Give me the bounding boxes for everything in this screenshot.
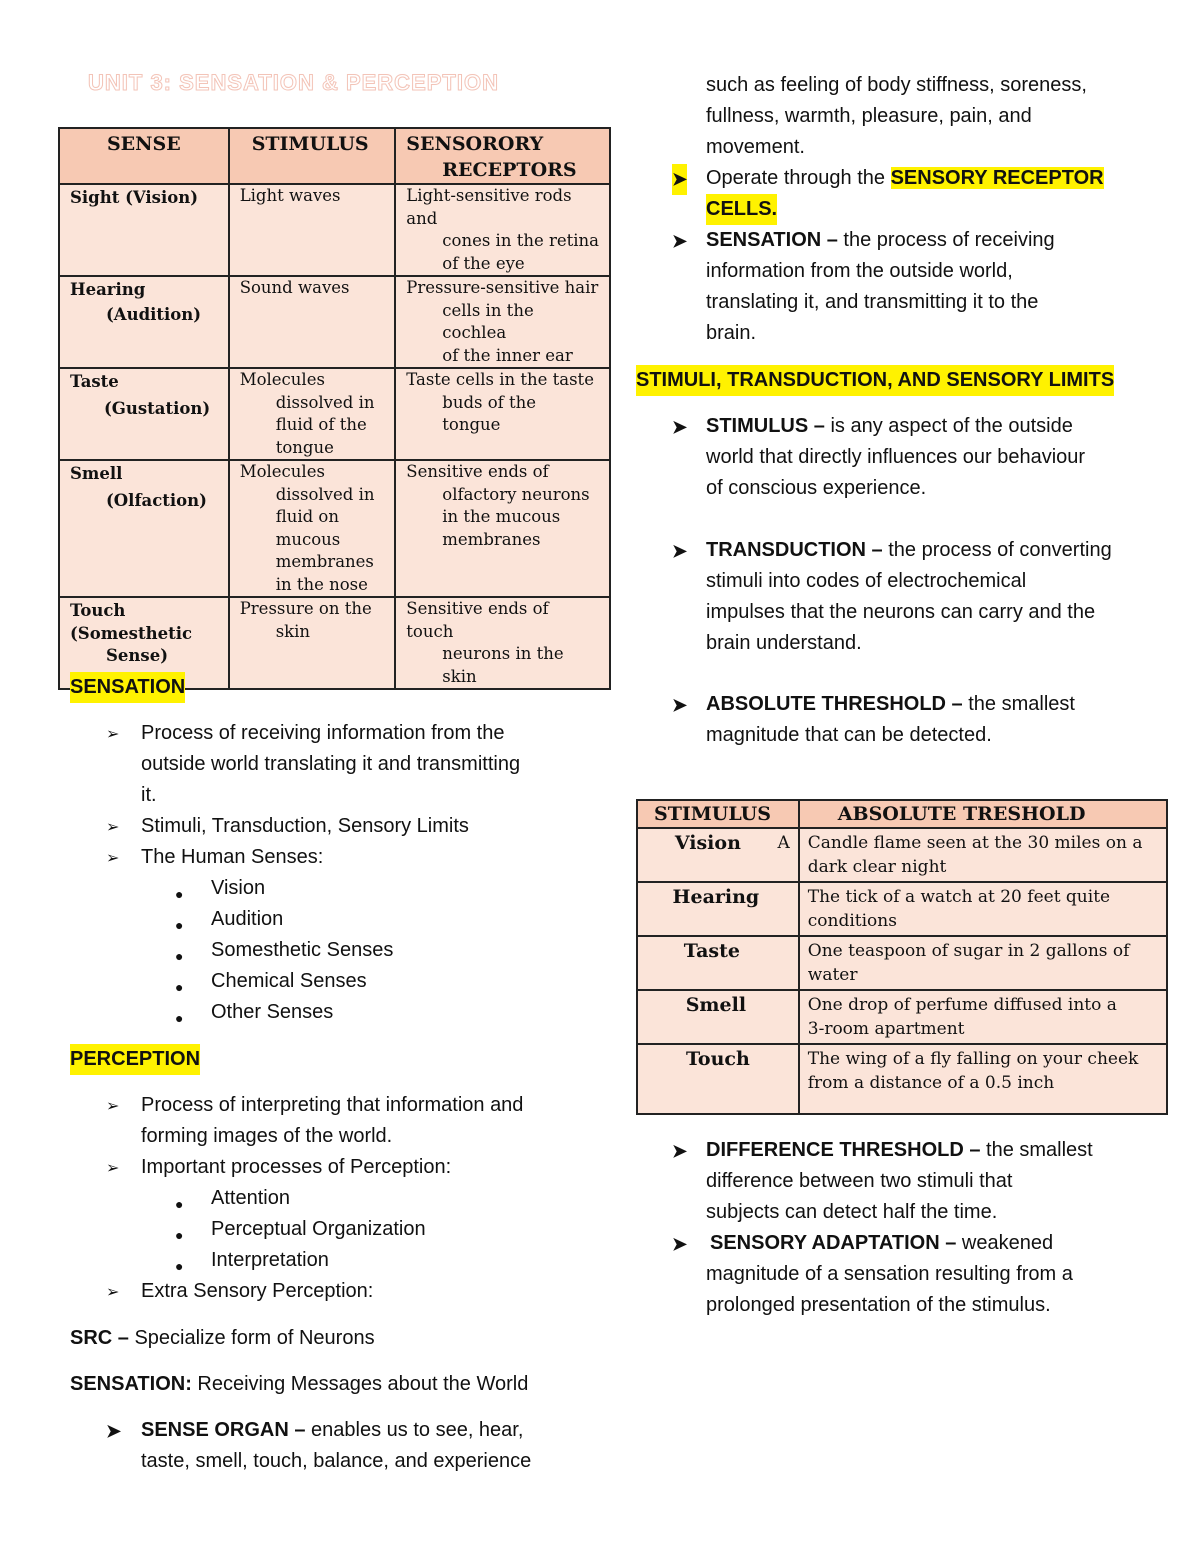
table-row (637, 882, 1167, 936)
sensory-adaptation-item-cont: magnitude of a sensation resulting from a (706, 1263, 1073, 1285)
header-stimulus: STIMULUS (637, 800, 799, 828)
bullet-dot-icon: ● (175, 1258, 184, 1274)
list-item: Process of receiving information from the (141, 722, 505, 744)
bullet-dot-icon: ● (175, 948, 184, 964)
stimulus-item-cont: world that directly influences our behaviour (706, 446, 1086, 468)
list-item: Perceptual Organization (211, 1218, 426, 1240)
list-item: Audition (211, 908, 284, 930)
sense-cell: Taste (Gustation) (59, 368, 229, 460)
arrow-bullet-icon: ➢ (106, 1160, 120, 1177)
stimulus-cell: Molecules dissolved in fluid of the tongue (229, 368, 396, 460)
table-row (637, 936, 1167, 990)
absolute-threshold-item: ABSOLUTE THRESHOLD – the smallest (706, 693, 1075, 715)
arrow-bullet-icon: ➤ (672, 417, 688, 437)
unit-title: UNIT 3: SENSATION & PERCEPTION (88, 70, 499, 95)
arrow-bullet-icon: ➤ (672, 1141, 688, 1161)
arrow-bullet-icon: ➢ (106, 819, 120, 836)
sense-organ-definition-cont: taste, smell, touch, balance, and experience (141, 1450, 532, 1472)
threshold-cell: The wing of a fly falling on your cheek from a distance of a 0.5 inch (799, 1044, 1167, 1114)
sensation-heading: SENSATION (70, 672, 185, 703)
stimulus-cell: Smell (637, 990, 799, 1044)
list-item: Important processes of Perception: (141, 1156, 452, 1178)
threshold-table-header (637, 800, 1167, 828)
header-stimulus: STIMULUS (229, 128, 396, 184)
list-item: Process of interpreting that information and (141, 1094, 524, 1116)
list-item: Interpretation (211, 1249, 329, 1271)
threshold-cell: The tick of a watch at 20 feet quite conditions (799, 882, 1167, 936)
stimulus-cell: Taste (637, 936, 799, 990)
list-item: Stimuli, Transduction, Sensory Limits (141, 815, 469, 837)
list-item: The Human Senses: (141, 846, 324, 868)
receptor-cell: Sensitive ends of touch neurons in the skin (395, 597, 610, 689)
sense-cell: Smell (Olfaction) (59, 460, 229, 597)
arrow-bullet-icon: ➤ (672, 695, 688, 715)
threshold-cell: One drop of perfume diffused into a 3-room apartment (799, 990, 1167, 1044)
sense-organ-definition: SENSE ORGAN – enables us to see, hear, (141, 1419, 524, 1441)
bullet-dot-icon: ● (175, 979, 184, 995)
sensation-item-cont: brain. (706, 322, 757, 344)
list-item: it. (141, 784, 157, 806)
sensory-adaptation-item-cont: prolonged presentation of the stimulus. (706, 1294, 1051, 1316)
arrow-bullet-icon: ➤ (672, 164, 687, 195)
threshold-table (636, 799, 1168, 1115)
list-item: Other Senses (211, 1001, 334, 1023)
stimulus-cell: Sound waves (229, 276, 396, 368)
header-sense: SENSE (59, 128, 229, 184)
sense-cell: Sight (Vision) (59, 184, 229, 276)
arrow-bullet-icon: ➢ (106, 726, 120, 743)
table-row (637, 1044, 1167, 1114)
sensation-item: SENSATION – the process of receiving (706, 229, 1055, 251)
transduction-item-cont: brain understand. (706, 632, 862, 654)
stimulus-cell: Pressure on the skin (229, 597, 396, 689)
receptor-cell: Sensitive ends of olfactory neurons in the mucous membranes (395, 460, 610, 597)
stimulus-cell: Touch (637, 1044, 799, 1114)
receptor-cell: Light-sensitive rods and cones in the retina of the eye (395, 184, 610, 276)
sensation-item-cont: information from the outside world, (706, 260, 1013, 282)
stimulus-cell: Vision A (637, 828, 799, 882)
perception-heading: PERCEPTION (70, 1044, 200, 1075)
sense-organ-continuation: movement. (706, 136, 805, 158)
table-row (637, 990, 1167, 1044)
list-item: forming images of the world. (141, 1125, 393, 1147)
header-absolute-threshold: ABSOLUTE TRESHOLD (799, 800, 1167, 828)
transduction-item-cont: impulses that the neurons can carry and the (706, 601, 1096, 623)
stimulus-cell: Molecules dissolved in fluid on mucous membranes in the nose (229, 460, 396, 597)
difference-threshold-item-cont: difference between two stimuli that (706, 1170, 1013, 1192)
arrow-bullet-icon: ➢ (106, 850, 120, 867)
header-receptors: SENSORORY RECEPTORS (395, 128, 610, 184)
operate-item: Operate through the SENSORY RECEPTOR (706, 167, 1104, 189)
sensation-item-cont: translating it, and transmitting it to the (706, 291, 1039, 313)
stimuli-heading: STIMULI, TRANSDUCTION, AND SENSORY LIMITS (636, 365, 1114, 396)
bullet-dot-icon: ● (175, 1196, 184, 1212)
bullet-dot-icon: ● (175, 1227, 184, 1243)
sense-cell: Touch (Somesthetic Sense) (59, 597, 229, 689)
sense-organ-continuation: fullness, warmth, pleasure, pain, and (706, 105, 1032, 127)
transduction-item-cont: stimuli into codes of electrochemical (706, 570, 1027, 592)
src-definition: SRC – Specialize form of Neurons (70, 1327, 375, 1349)
stimulus-cell: Hearing (637, 882, 799, 936)
threshold-cell: Candle flame seen at the 30 miles on a dark clear night (799, 828, 1167, 882)
sense-organ-continuation: such as feeling of body stiffness, soreness, (706, 74, 1087, 96)
sensation-definition: SENSATION: Receiving Messages about the World (70, 1373, 529, 1395)
list-item: outside world translating it and transmitting (141, 753, 521, 775)
list-item: Extra Sensory Perception: (141, 1280, 374, 1302)
arrow-bullet-icon: ➢ (106, 1284, 120, 1301)
bullet-dot-icon: ● (175, 1010, 184, 1026)
absolute-threshold-item-cont: magnitude that can be detected. (706, 724, 992, 746)
arrow-bullet-icon: ➢ (106, 1098, 120, 1115)
sensory-adaptation-item: SENSORY ADAPTATION – weakened (710, 1232, 1054, 1254)
arrow-bullet-icon: ➤ (672, 1234, 688, 1254)
bullet-dot-icon: ● (175, 886, 184, 902)
stimulus-item-cont: of conscious experience. (706, 477, 927, 499)
stimulus-cell: Light waves (229, 184, 396, 276)
operate-item-cont: CELLS. (706, 194, 777, 225)
list-item: Vision (211, 877, 266, 899)
arrow-bullet-icon: ➤ (106, 1421, 122, 1441)
arrow-bullet-icon: ➤ (672, 541, 688, 561)
difference-threshold-item: DIFFERENCE THRESHOLD – the smallest (706, 1139, 1093, 1161)
list-item: Somesthetic Senses (211, 939, 394, 961)
bullet-dot-icon: ● (175, 917, 184, 933)
threshold-cell: One teaspoon of sugar in 2 gallons of water (799, 936, 1167, 990)
difference-threshold-item-cont: subjects can detect half the time. (706, 1201, 998, 1223)
sense-cell: Hearing (Audition) (59, 276, 229, 368)
table-row (637, 828, 1167, 882)
stimulus-item: STIMULUS – is any aspect of the outside (706, 415, 1073, 437)
list-item: Chemical Senses (211, 970, 367, 992)
list-item: Attention (211, 1187, 290, 1209)
arrow-bullet-icon: ➤ (672, 231, 688, 251)
receptor-cell: Pressure-sensitive hair cells in the cochlea of the inner ear (395, 276, 610, 368)
receptor-cell: Taste cells in the taste buds of the tongue (395, 368, 610, 460)
transduction-item: TRANSDUCTION – the process of converting (706, 539, 1112, 561)
